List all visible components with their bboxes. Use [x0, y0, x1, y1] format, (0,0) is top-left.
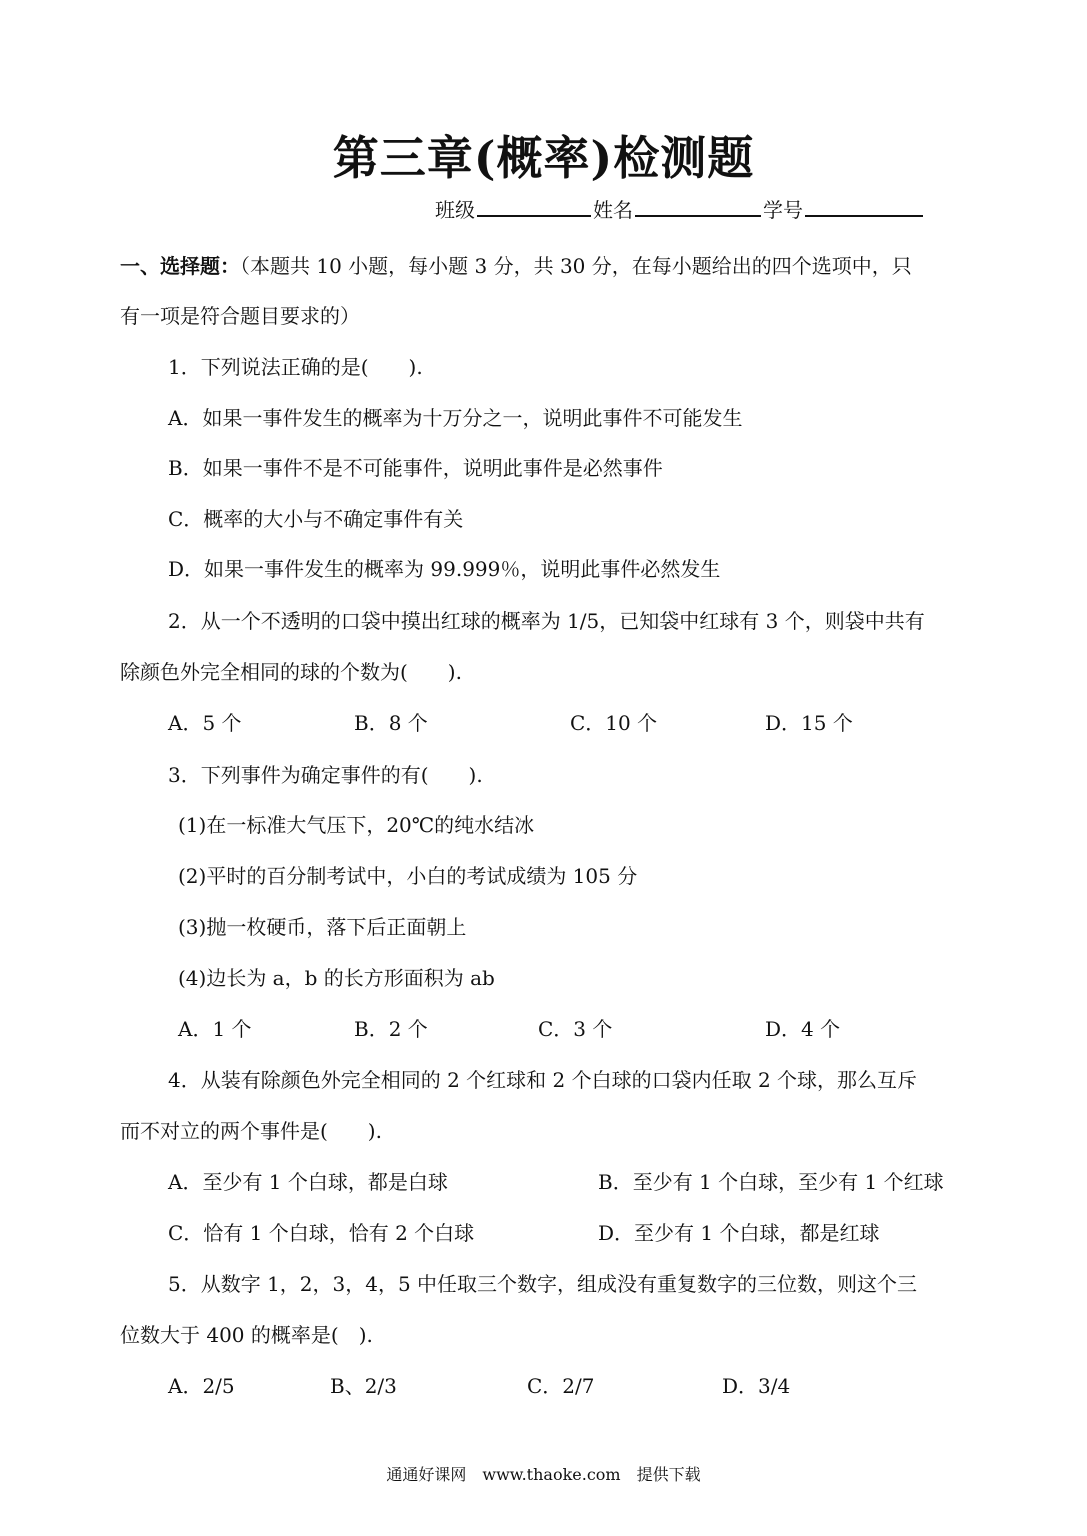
q2-option-d: D．15 个	[765, 711, 853, 735]
q3-stem: 3．下列事件为确定事件的有( ).	[168, 763, 483, 787]
name-blank	[635, 197, 761, 217]
section-instruction-line-1	[120, 252, 912, 280]
q1-stem: 1．下列说法正确的是( ).	[168, 355, 423, 379]
q1-option-a: A．如果一事件发生的概率为十万分之一，说明此事件不可能发生	[168, 406, 743, 430]
q2-option-b: B．8 个	[354, 711, 428, 735]
class-blank	[477, 197, 591, 217]
q1-option-d: D．如果一事件发生的概率为 99.999％，说明此事件必然发生	[168, 557, 721, 581]
q4-option-c: C．恰有 1 个白球，恰有 2 个白球	[168, 1221, 475, 1245]
q2-stem-line-2: 除颜色外完全相同的球的个数为( ).	[120, 660, 462, 684]
q4-stem-line-2: 而不对立的两个事件是( ).	[120, 1119, 382, 1143]
section-instruction-line-2: 有一项是符合题目要求的）	[120, 304, 360, 328]
q2-option-a: A．5 个	[168, 711, 242, 735]
student-id-blank	[805, 197, 923, 217]
q1-option-b: B．如果一事件不是不可能事件，说明此事件是必然事件	[168, 456, 663, 480]
q4-option-a: A．至少有 1 个白球，都是白球	[168, 1170, 448, 1194]
q3-item-1: (1)在一标准大气压下，20℃的纯水结冰	[178, 813, 535, 837]
q3-item-3: (3)抛一枚硬币，落下后正面朝上	[178, 915, 467, 939]
q5-stem-line-2: 位数大于 400 的概率是( ).	[120, 1323, 373, 1347]
q4-stem-line-1: 4．从装有除颜色外完全相同的 2 个红球和 2 个白球的口袋内任取 2 个球，那么互斥	[168, 1068, 918, 1092]
q3-option-c: C．3 个	[538, 1017, 613, 1041]
q5-option-c: C．2/7	[527, 1374, 595, 1398]
page-title: 第三章(概率)检测题	[332, 131, 755, 185]
q5-stem-line-1: 5．从数字 1，2，3，4，5 中任取三个数字，组成没有重复数字的三位数，则这个三	[168, 1272, 918, 1296]
q3-option-d: D．4 个	[765, 1017, 841, 1041]
q3-item-4: (4)边长为 a，b 的长方形面积为 ab	[178, 966, 495, 990]
section-instruction-text: （本题共 10 小题，每小题 3 分，共 30 分，在每小题给出的四个选项中，只	[240, 254, 912, 278]
q1-option-c: C．概率的大小与不确定事件有关	[168, 507, 464, 531]
student-id-label: 学号	[763, 198, 803, 222]
student-info-row	[435, 196, 925, 224]
class-label: 班级	[435, 198, 475, 222]
q2-option-c: C．10 个	[570, 711, 658, 735]
q2-stem-line-1: 2．从一个不透明的口袋中摸出红球的概率为 1/5，已知袋中红球有 3 个，则袋中共有	[168, 609, 925, 633]
name-label: 姓名	[593, 198, 633, 222]
q3-option-a: A．1 个	[178, 1017, 252, 1041]
q5-option-d: D．3/4	[722, 1374, 791, 1398]
q3-option-b: B．2 个	[354, 1017, 428, 1041]
q4-option-b: B．至少有 1 个白球，至少有 1 个红球	[598, 1170, 944, 1194]
section-heading: 一、选择题：	[120, 254, 240, 278]
q4-option-d: D．至少有 1 个白球，都是红球	[598, 1221, 880, 1245]
q5-option-b: B、2/3	[330, 1374, 397, 1398]
q3-item-2: (2)平时的百分制考试中，小白的考试成绩为 105 分	[178, 864, 638, 888]
footer-source: 通通好课网 www.thaoke.com 提供下载	[386, 1465, 701, 1484]
q5-option-a: A．2/5	[168, 1374, 235, 1398]
